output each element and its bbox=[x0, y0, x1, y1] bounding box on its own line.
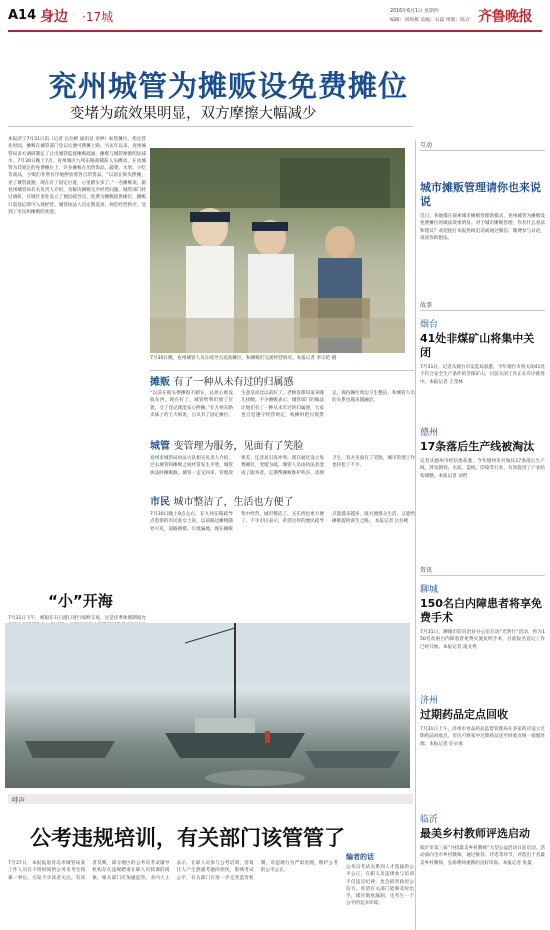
news-photo-patrol bbox=[150, 148, 405, 353]
sidebar-story-liaocheng bbox=[420, 565, 545, 689]
sidebar-body: 7月31日，聊城市防盲治盲办公室启动“光明行”活动，将为150名贫困白内障患者免费实施复明手术，目前报名登记工作已经开始。本报记者 凌文秀 bbox=[420, 630, 545, 650]
editor-credits: 编辑：刘海燕 美编：石磊 组版：陈卉 bbox=[390, 18, 470, 23]
subsection-text-urban-management: 变管理为服务，见面有了笑脸 bbox=[173, 441, 304, 452]
patrol-scene-illustration bbox=[150, 148, 405, 353]
bottom-section-bar bbox=[8, 794, 413, 804]
column-divider bbox=[415, 140, 416, 930]
sidebar-body: 7月31日，记者从烟台市安监局获悉，今年烟台市将关闭41处不符合安全生产条件的非煤矿山，目前关闭工作正在有序推进中。本报记者 王茂林 bbox=[420, 365, 545, 385]
sidebar-tag: 资讯 bbox=[420, 565, 545, 576]
masthead-rule bbox=[8, 30, 542, 32]
sidebar-story-linyi bbox=[420, 812, 545, 903]
page-number: A14 bbox=[8, 8, 37, 23]
region-label: 聊城 bbox=[420, 585, 439, 595]
sidebar-story-yantai bbox=[420, 300, 545, 416]
sidebar-story-jizhou bbox=[420, 693, 545, 776]
subsection-heading-citizens: 市民 城市整洁了，生活也方便了 bbox=[150, 497, 294, 508]
sidebar-headline: 17条落后生产线被淘汰 bbox=[420, 440, 535, 453]
bottom-article-body: 7月27日，本报报道青岛市城管局某工作人员在下班时间给公务员考生授课一事后，引发不少读者关注。有读者反映，部分地区的公务员考试辅导机构存在违规聘请在职人员授课的现象，相关部门应加强监管。业内人士表示，在职人员参与公考培训，容易让人产生泄露考题的担忧，影响考试公平，有关部门应进一步完善监管机制，对违规行为严肃处理，维护公考的公平公正。 bbox=[8, 861, 338, 881]
region-label: 德州 bbox=[420, 428, 439, 438]
sidebar-body: 近日，各地都在探索城市摊贩管理新模式，兖州城管为摊贩设免费摊位的做法效果明显。对于城市摊贩管理，你有什么看法和建议？欢迎拨打本报热线电话或通过微信、微博参与讨论，说说你的想法。 bbox=[420, 214, 545, 241]
fishing-season-title: “小”开海 bbox=[48, 592, 113, 610]
sidebar-headline: 城市摊贩管理请你也来说说 bbox=[420, 181, 541, 208]
sidebar-headline: 过期药品定点回收 bbox=[420, 708, 508, 721]
sidebar-tag: 故事 bbox=[420, 300, 545, 311]
subsection-text-vendors: 有了一种从未有过的归属感 bbox=[173, 377, 294, 388]
main-subheadline: 变堵为疏效果明显，双方摩擦大幅减少 bbox=[70, 106, 317, 122]
region-label: 烟台 bbox=[420, 320, 439, 330]
subsection-body-urban-management: 兖州市城管局执法大队相关负责人介绍，过去城管和摊贩之间经常发生矛盾，城管执法时摊贩躲，城管一走又回来，管理效果差，还容易引发冲突。现在通过设立免费摊位，变堵为疏，城管人员由执法者变成了服务者，定期帮摊贩维护秩序、清理卫生，双方见面有了笑脸，城市管理工作也轻松了不少。 bbox=[150, 456, 415, 476]
editor-note-body: 公务员考试关系到人才选拔的公平公正，在职人员违规参与培训不仅违反纪律，也会损害政府公信力。希望有关部门能够及时出手，堵住制度漏洞，还考生一个公平的竞争环境。 bbox=[346, 865, 414, 907]
region-label: 济州 bbox=[420, 696, 439, 706]
article-column-1: 本报济宁7月31日讯（记者 岳位彬 通讯员 亚婷）如您摊位，指定营业时间，摊贩在城管部门登记后便可摆摊上路，另去年以来，兖州城管局多方调研制定了让出城管监督摊贩疏通，摊贩与城管摩擦明显减少。7月30日晚上7点，兖州城区九州东路商铺前人头攒动，在由城管为其划定的免费摊位上，许多摊贩在出售饰品、蔬菜、水果、小吃等商品，小贩们井然有序地摆放着各自的货品。“以前在街头摆摊，见了城管就跑，现在有了固定位置，心里踏实多了。”一名摊贩说。据兖州城管局有关负责人介绍，为解决摊贩无序经营问题，城管部门经过调研，在城区多处设立了便民疏导点，免费为摊贩提供摊位，摊贩只需登记即可入场经营。城管执法人员定期巡查，规范经营秩序，受到了市民和摊贩的欢迎。 bbox=[8, 137, 146, 215]
fishing-boats-illustration bbox=[5, 623, 410, 788]
fishing-season-body: 7月31日下午，渔船在石臼港口进行海鲜交易，这是伏季休渔期间允 bbox=[8, 616, 146, 621]
sidebar-story-dezhou bbox=[420, 425, 545, 518]
photo-caption: 7月30日晚，兖州城管人员在疏导点巡查摊位，和摊贩们交流经营情况。本报记者 李宗伦 摄 bbox=[150, 356, 337, 361]
dateline: 2016年6月1日 星期四 bbox=[390, 9, 439, 14]
editor-note-tag: 编者的话 bbox=[346, 853, 374, 861]
sidebar-headline: 41处非煤矿山将集中关闭 bbox=[420, 332, 535, 359]
subsection-body-citizens: 7月30日晚上8点左右，在九州东路疏导点逛街的市民张女士说，以前路边摊贩随处可见，道路拥堵、垃圾遍地，现在摊贩集中经营，城市整洁了，买东西也更方便了。不少市民表示，希望这样的便民疏导点能越来越多，既方便群众生活，又能给摊贩提供谋生之路。 本报记者 岳位彬 bbox=[150, 512, 415, 532]
sidebar-headline: 150名白内障患者将享免费手术 bbox=[420, 597, 542, 624]
sidebar-body: 临沂市第三届“寻找最美乡村教师”大型公益活动日前启动，活动面向全市乡村教师，通过推荐、评选等环节，评选出十名最美乡村教师，弘扬尊师重教的良好风尚。本报记者 张曼 bbox=[420, 846, 545, 866]
main-headline: 兖州城管为摊贩设免费摊位 bbox=[48, 69, 409, 103]
subsection-body-vendors: “以前在街头摆摊很不踏实，总担心被没收东西，现在好了，城管给我们划了位置，交了登记就能安心摆摊。”在九州东路卖袜子的王大姐说，自从有了固定摊位，生意反而比以前好了，老顾客都知道来哪儿找她。不少摊贩表示，城管部门的做法让他们有了一种从未有过的归属感，大家也自觉遵守经营规定，收摊时把垃圾带走，保持摊位周边卫生整洁，和城管人员的关系也越来越融洽。 bbox=[150, 391, 415, 418]
sidebar-tag: 互动 bbox=[420, 140, 545, 151]
newspaper-logo: 齐鲁晚报 bbox=[478, 9, 532, 25]
bottom-headline: 公考违规培训，有关部门该管管了 bbox=[30, 826, 345, 850]
subsection-text-citizens: 城市整洁了，生活也方便了 bbox=[173, 497, 294, 508]
sidebar-headline: 最美乡村教师评选启动 bbox=[420, 827, 530, 840]
section-subname: ·17城 bbox=[82, 10, 114, 24]
sidebar-body: 记者从德州市经信委获悉，今年德州市共淘汰17条落后生产线，涉及钢铁、水泥、造纸、印染等行业，有效促进了产业结构调整。本报记者 刘哲 bbox=[420, 459, 545, 479]
subsection-heading-vendors: 摊贩 有了一种从未有过的归属感 bbox=[150, 377, 294, 388]
subsection-rule bbox=[150, 370, 415, 371]
headline-rule bbox=[8, 126, 413, 127]
section-name: 身边 bbox=[40, 9, 68, 25]
sidebar-interactive bbox=[420, 140, 545, 295]
sidebar-body: 7月31日上午，济州市食品药品监督管理局在多家药店设立过期药品回收点，市民可将家中过期药品送至回收点统一销毁处理。本报记者 任卓承 bbox=[420, 727, 545, 747]
bottom-section-tag: 呼声 bbox=[12, 796, 25, 804]
harbor-photo bbox=[5, 623, 410, 788]
subsection-heading-urban-management: 城管 变管理为服务，见面有了笑脸 bbox=[150, 441, 304, 452]
region-label: 临沂 bbox=[420, 815, 439, 825]
